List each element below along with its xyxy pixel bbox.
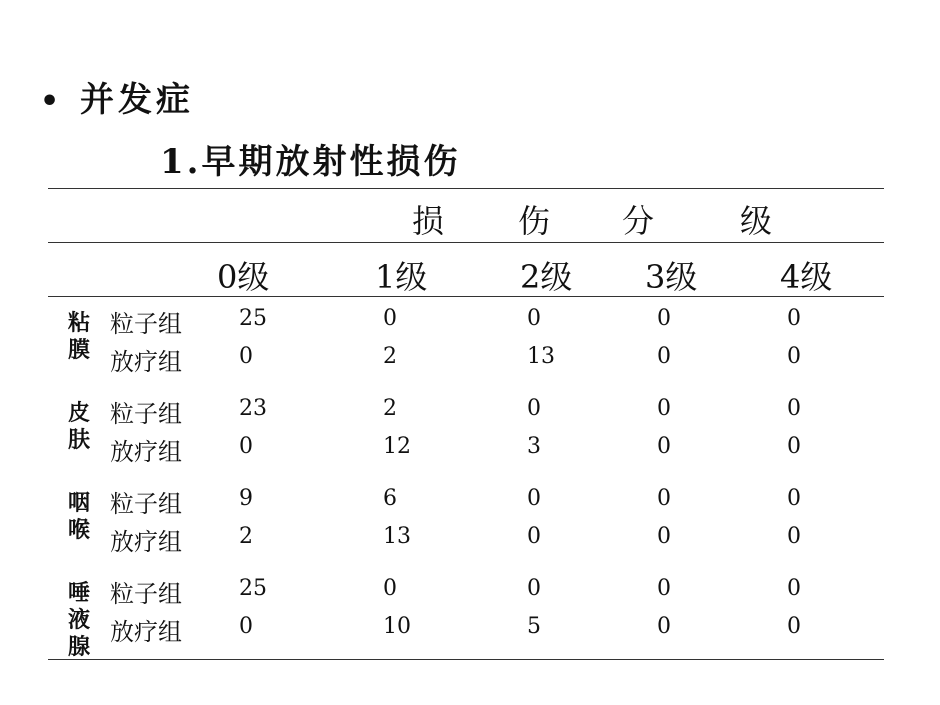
spanning-header-char: 伤 bbox=[518, 202, 551, 240]
table-cell: 0 bbox=[657, 434, 671, 459]
group-label: 放疗组 bbox=[110, 528, 182, 556]
table-cell: 12 bbox=[383, 434, 411, 459]
table-cell: 0 bbox=[239, 614, 253, 639]
category-label bbox=[66, 400, 92, 454]
section-heading bbox=[40, 72, 194, 121]
table-cell: 0 bbox=[239, 434, 253, 459]
table-cell: 25 bbox=[239, 306, 267, 331]
group-label: 粒子组 bbox=[110, 580, 182, 608]
group-label: 粒子组 bbox=[110, 310, 182, 338]
table-cell: 0 bbox=[657, 344, 671, 369]
table-cell: 0 bbox=[787, 614, 801, 639]
category-char: 咽 bbox=[67, 490, 90, 516]
table-cell: 0 bbox=[787, 306, 801, 331]
table-cell: 0 bbox=[527, 486, 541, 511]
table-cell: 0 bbox=[527, 524, 541, 549]
category-char: 肤 bbox=[67, 427, 90, 453]
table-cell: 0 bbox=[657, 396, 671, 421]
table-cell: 2 bbox=[383, 344, 397, 369]
table-bottom-rule bbox=[48, 659, 884, 660]
table-cell: 0 bbox=[383, 306, 397, 331]
section-title: 并发症 bbox=[80, 80, 194, 120]
bullet-icon: • bbox=[40, 84, 64, 119]
spanning-header-char: 损 bbox=[412, 202, 445, 240]
table-cell: 3 bbox=[527, 434, 541, 459]
table-cell: 25 bbox=[239, 576, 267, 601]
column-header-grade-0: 0级 bbox=[217, 258, 270, 296]
table-cell: 0 bbox=[787, 396, 801, 421]
table-cell: 0 bbox=[657, 524, 671, 549]
category-char: 喉 bbox=[67, 517, 90, 543]
group-label: 放疗组 bbox=[110, 618, 182, 646]
column-header-grade-4: 4级 bbox=[780, 258, 833, 296]
subsection-title: 1.早期放射性损伤 bbox=[160, 142, 461, 182]
table-cell: 0 bbox=[657, 614, 671, 639]
table-cell: 0 bbox=[787, 434, 801, 459]
table-cell: 0 bbox=[527, 576, 541, 601]
category-label bbox=[66, 490, 92, 544]
category-char: 腺 bbox=[67, 634, 90, 660]
column-header-grade-2: 2级 bbox=[520, 258, 573, 296]
table-cell: 13 bbox=[527, 344, 555, 369]
table-cell: 0 bbox=[239, 344, 253, 369]
table-cell: 9 bbox=[239, 486, 253, 511]
table-cell: 0 bbox=[657, 306, 671, 331]
table-header-rule bbox=[48, 242, 884, 243]
group-label: 放疗组 bbox=[110, 348, 182, 376]
table-cell: 13 bbox=[383, 524, 411, 549]
table-top-rule bbox=[48, 188, 884, 189]
table-cell: 0 bbox=[527, 306, 541, 331]
category-label bbox=[66, 310, 92, 364]
category-char: 皮 bbox=[67, 400, 90, 426]
table-body-rule bbox=[48, 296, 884, 297]
table-cell: 0 bbox=[787, 576, 801, 601]
table-cell: 2 bbox=[239, 524, 253, 549]
group-label: 粒子组 bbox=[110, 400, 182, 428]
table-cell: 0 bbox=[657, 486, 671, 511]
table-cell: 0 bbox=[657, 576, 671, 601]
table-cell: 10 bbox=[383, 614, 411, 639]
group-label: 放疗组 bbox=[110, 438, 182, 466]
table-cell: 0 bbox=[787, 344, 801, 369]
category-label bbox=[66, 580, 92, 661]
table-cell: 23 bbox=[239, 396, 267, 421]
spanning-header-char: 级 bbox=[740, 202, 773, 240]
category-char: 粘 bbox=[67, 310, 90, 336]
table-cell: 2 bbox=[383, 396, 397, 421]
table-cell: 0 bbox=[787, 486, 801, 511]
table-cell: 0 bbox=[383, 576, 397, 601]
column-header-grade-1: 1级 bbox=[375, 258, 428, 296]
category-char: 唾 bbox=[67, 580, 90, 606]
spanning-header-char: 分 bbox=[622, 202, 655, 240]
category-char: 膜 bbox=[67, 337, 90, 363]
table-cell: 5 bbox=[527, 614, 541, 639]
column-header-grade-3: 3级 bbox=[645, 258, 698, 296]
category-char: 液 bbox=[67, 607, 90, 633]
table-cell: 6 bbox=[383, 486, 397, 511]
table-cell: 0 bbox=[527, 396, 541, 421]
table-cell: 0 bbox=[787, 524, 801, 549]
group-label: 粒子组 bbox=[110, 490, 182, 518]
